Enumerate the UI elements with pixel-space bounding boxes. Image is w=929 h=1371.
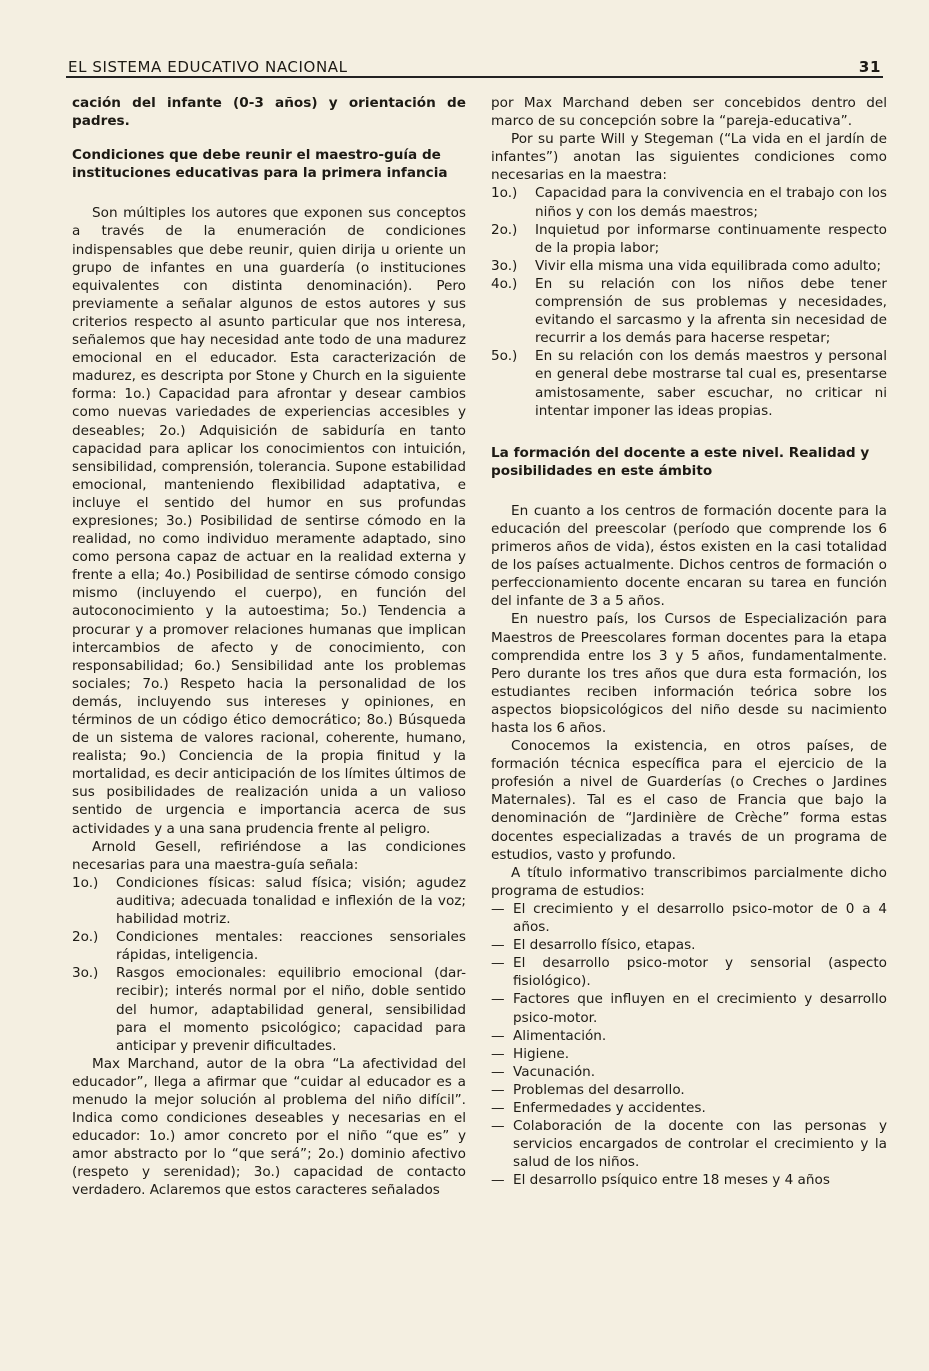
program-item-text: Problemas del desarrollo. <box>513 1081 685 1098</box>
dash-marker: — <box>491 1118 505 1135</box>
dash-marker: — <box>491 900 505 917</box>
program-item <box>491 1081 887 1099</box>
list-text: Capacidad para la convivencia en el trabajo con los niños y con los demás maestros; <box>535 185 887 220</box>
dash-marker: — <box>491 1081 505 1098</box>
program-item <box>491 936 887 954</box>
list-item <box>491 184 887 220</box>
will-stegeman-list <box>491 184 887 419</box>
list-item <box>491 275 887 347</box>
program-item <box>491 1117 887 1171</box>
program-item <box>491 1063 887 1081</box>
list-number: 5o.) <box>491 348 518 365</box>
dash-marker: — <box>491 1099 505 1116</box>
paragraph: Conocemos la existencia, en otros países, de formación técnica específica para el ejercicio de la profesión a nivel de Guarderías (o Creches o Jardines Maternales). Tal es el caso de Francia que bajo la denominación de “Jardinière de Crèche” forma estas docentes especializadas a través de un programa de estudios, vasto y profundo. <box>491 738 887 863</box>
paragraph: por Max Marchand deben ser concebidos dentro del marco de su concepción sobre la “pareja-educativa”. <box>491 95 887 130</box>
program-list <box>491 900 887 1190</box>
paragraph: Max Marchand, autor de la obra “La afectividad del educador”, llega a afirmar que “cuidar al educador es a menudo la mejor solución al problema del niño difícil”. Indica como condiciones deseables y necesarias en el educador: 1o.) amor concreto por el niño “que es” y amor abstracto por lo “que será”; 2o.) dominio afectivo (respeto y serenidad); 3o.) capacidad de contacto verdadero. Aclaremos que estos caracteres señalados <box>72 1055 466 1199</box>
program-item <box>491 1099 887 1117</box>
list-number: 1o.) <box>72 874 99 891</box>
page-number: 31 <box>858 58 881 76</box>
list-number: 2o.) <box>72 929 99 946</box>
paragraph: A título informativo transcribimos parcialmente dicho programa de estudios: <box>491 864 887 899</box>
section-heading: Condiciones que debe reunir el maestro-guía de instituciones educativas para la primera infancia <box>72 147 448 182</box>
list-number: 3o.) <box>491 257 518 274</box>
left-column <box>72 94 466 1200</box>
header-rule <box>66 76 883 78</box>
right-column <box>491 94 887 1189</box>
paragraph: Por su parte Will y Stegeman (“La vida en el jardín de infantes”) anotan las siguientes condiciones como necesarias en la maestra: <box>491 131 887 184</box>
program-item <box>491 1045 887 1063</box>
list-item <box>72 928 466 964</box>
dash-marker: — <box>491 937 505 954</box>
program-item-text: Vacunación. <box>513 1063 596 1080</box>
gesell-list <box>72 874 466 1055</box>
dash-marker: — <box>491 955 505 972</box>
list-item <box>491 257 887 275</box>
dash-marker: — <box>491 1027 505 1044</box>
program-item-text: Colaboración de la docente con las personas y servicios encargados de controlar el crecimiento y la salud de los niños. <box>513 1118 887 1171</box>
list-item <box>491 221 887 257</box>
program-item <box>491 1171 887 1189</box>
dash-marker: — <box>491 1172 505 1189</box>
list-text: En su relación con los demás maestros y personal en general debe mostrarse tal cual es, presentarse amistosamente, saber escuchar, no criticar ni intentar imponer las ideas propias. <box>535 348 887 419</box>
dash-marker: — <box>491 1063 505 1080</box>
program-item <box>491 1027 887 1045</box>
list-text: Condiciones físicas: salud física; visión; agudez auditiva; adecuada tonalidad e inflexión de la voz; habilidad motriz. <box>116 874 466 928</box>
program-item <box>491 900 887 936</box>
paragraph: En cuanto a los centros de formación docente para la educación del preescolar (período que comprende los 6 primeros años de vida), éstos existen en la casi totalidad de los países actualmente. Dichos centros de formación o perfeccionamiento docente encaran su tarea en función del infante de 3 a 5 años. <box>491 502 887 610</box>
list-text: Inquietud por informarse continuamente respecto de la propia labor; <box>535 221 887 256</box>
paragraph: cación del infante (0-3 años) y orientación de padres. <box>72 95 466 130</box>
section-heading: La formación del docente a este nivel. Realidad y posibilidades en este ámbito <box>491 444 870 479</box>
list-text: Rasgos emocionales: equilibrio emocional (dar-recibir); interés normal por el niño, doble sentido del humor, adaptabilidad general, sensibilidad para el momento psicológico; capacidad para anticipar y prevenir dificultades. <box>116 965 466 1054</box>
program-item-text: Enfermedades y accidentes. <box>513 1099 706 1116</box>
list-item <box>491 347 887 419</box>
list-number: 1o.) <box>491 185 518 202</box>
program-item-text: El desarrollo psico-motor y sensorial (aspecto fisiológico). <box>513 955 887 990</box>
program-item-text: El desarrollo físico, etapas. <box>513 937 696 954</box>
program-item-text: Factores que influyen en el crecimiento y desarrollo psico-motor. <box>513 991 887 1026</box>
paragraph: Son múltiples los autores que exponen sus conceptos a través de la enumeración de condiciones indispensables que debe reunir, quien dirija u oriente un grupo de infantes en una guardería (o instituciones equivalentes con distinta denominación). Pero previamente a señalar algunos de estos autores y sus criterios respecto al asunto particular que nos interesa, señalemos que hay necesidad ante todo de una madurez emocional en el educador. Esta caracterización de madurez, es descripta por Stone y Church en la siguiente forma: 1o.) Capacidad para afrontar y desear cambios como nuevas variedades de experiencias accesibles y deseables; 2o.) Adquisición de sabiduría en tanto capacidad para aplicar los conocimientos con intuición, sensibilidad, comprensión, tolerancia. Supone estabilidad emocional, manteniendo flexibilidad adaptativa, e incluye el sentido del humor en sus profundas expresiones; 3o.) Posibilidad de sentirse cómodo en la realidad, no como individuo meramente adaptado, sino como persona capaz de actuar en la realidad externa y frente a ella; 4o.) Posibilidad de sentirse cómodo consigo mismo (incluyendo el cuerpo), en función del autoconocimiento y la autoestima; 5o.) Tendencia a procurar y a promover relaciones humanas que implican intercambios de afecto y de conocimiento, con responsabilidad; 6o.) Sensibilidad ante los problemas sociales; 7o.) Respeto hacia la personalidad de los demás, incluyendo sus intereses y opiniones, en términos de un código ético democrático; 8o.) Búsqueda de un sistema de valores racional, coherente, humano, realista; 9o.) Conciencia de la propia finitud y la mortalidad, es decir anticipación de los límites últimos de sus posibilidades de realización unida a un valioso sentido de urgencia e importancia acerca de sus actividades y a una sana prudencia frente al peligro. <box>72 205 466 837</box>
list-text: Vivir ella misma una vida equilibrada como adulto; <box>535 257 882 274</box>
list-text: En su relación con los niños debe tener comprensión de sus problemas y necesidades, evitando el sarcasmo y la afrenta sin necesidad de recurrir a los demás para hacerse respetar; <box>535 275 887 347</box>
program-item-text: El desarrollo psíquico entre 18 meses y 4 años <box>513 1172 830 1189</box>
list-number: 4o.) <box>491 275 518 292</box>
program-item-text: Higiene. <box>513 1045 570 1062</box>
dash-marker: — <box>491 1045 505 1062</box>
list-item <box>72 964 466 1054</box>
list-number: 2o.) <box>491 221 518 238</box>
header-title: EL SISTEMA EDUCATIVO NACIONAL <box>68 58 348 76</box>
dash-marker: — <box>491 991 505 1008</box>
program-item <box>491 954 887 990</box>
running-header <box>68 54 881 76</box>
list-number: 3o.) <box>72 965 99 982</box>
program-item-text: El crecimiento y el desarrollo psico-motor de 0 a 4 años. <box>513 900 887 936</box>
list-item <box>72 874 466 928</box>
paragraph: Arnold Gesell, refiriéndose a las condiciones necesarias para una maestra-guía señala: <box>72 838 466 873</box>
list-text: Condiciones mentales: reacciones sensoriales rápidas, inteligencia. <box>116 929 466 964</box>
paragraph: En nuestro país, los Cursos de Especialización para Maestros de Preescolares forman docentes para la etapa comprendida entre los 3 y 5 años, fundamentalmente. Pero durante los tres años que dura esta formación, los estudiantes reciben información teórica sobre los aspectos biopsicológicos del niño desde su nacimiento hasta los 6 años. <box>491 611 887 736</box>
program-item-text: Alimentación. <box>513 1027 607 1044</box>
program-item <box>491 990 887 1026</box>
